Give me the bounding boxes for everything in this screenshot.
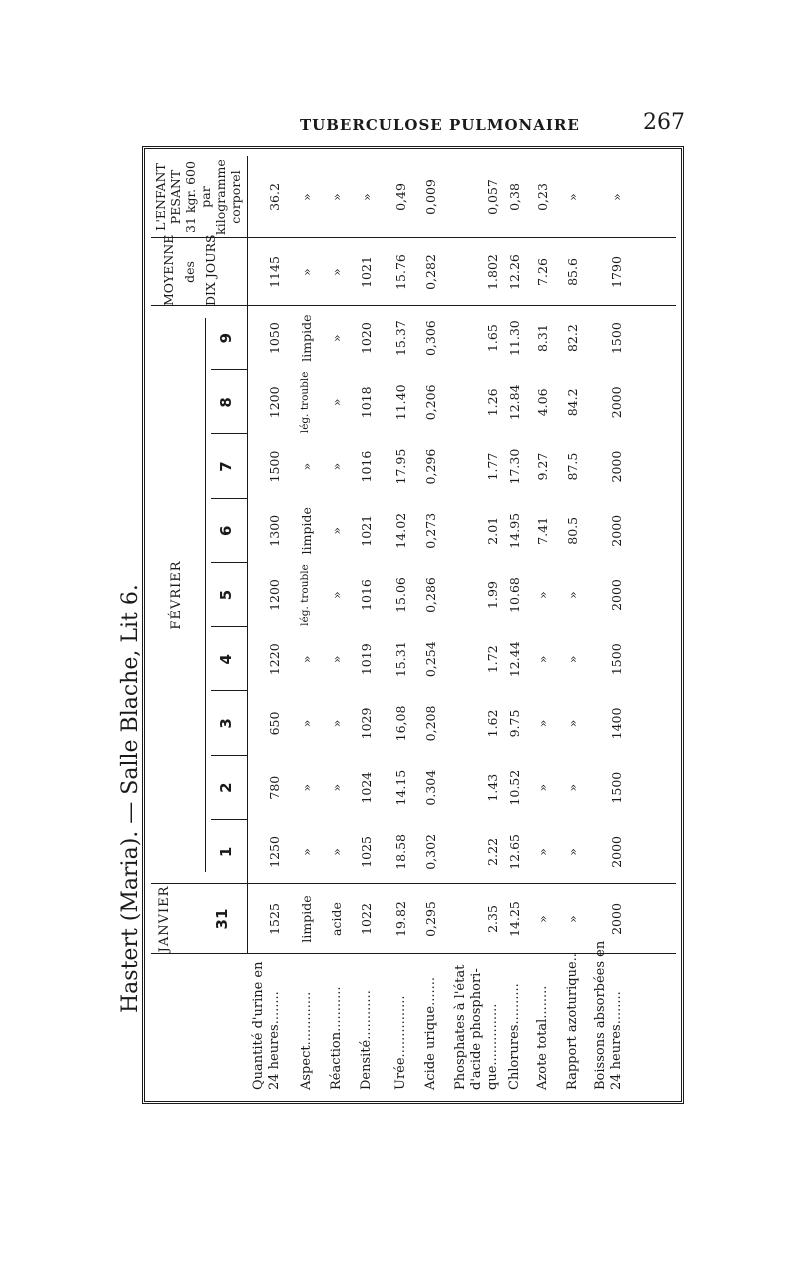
table-cell: 2000 (609, 579, 624, 611)
table-cell: » (299, 193, 314, 201)
table-cell: 12.44 (507, 641, 522, 678)
table-cell: 0,295 (423, 901, 438, 937)
table-cell: 1021 (359, 256, 374, 288)
table-cell: » (565, 783, 580, 792)
table-cell: » (329, 719, 344, 728)
day-header-8: 8 (217, 397, 235, 408)
table-cell: 17.30 (507, 448, 522, 485)
table-cell: » (329, 268, 344, 276)
table-cell: 14.95 (507, 512, 522, 549)
rotated-table (151, 156, 676, 1096)
row-label (393, 995, 409, 1090)
table-cell: 1022 (359, 903, 374, 935)
table-cell: 2.01 (485, 516, 500, 545)
table-cell: » (565, 591, 580, 599)
row-label-line: Phosphates à l'état (453, 964, 468, 1090)
table-cell: 85.6 (565, 258, 580, 286)
day-header-5: 5 (217, 589, 235, 601)
row-label-line: Azote total........ (535, 985, 550, 1090)
table-cell: » (329, 193, 344, 201)
table-cell: acide (329, 902, 344, 936)
day-header-2: 2 (217, 782, 235, 793)
row-label-line: Rapport azoturique.. (565, 953, 580, 1090)
table-cell: 1.62 (485, 709, 500, 738)
table-cell: » (535, 655, 550, 664)
table-cell: 0,057 (485, 179, 500, 215)
table-cell: 15.31 (393, 641, 408, 678)
table-cell: 8.31 (535, 324, 550, 353)
row-label (359, 990, 375, 1090)
page-number: 267 (643, 110, 685, 135)
table-cell: 0,23 (535, 183, 550, 211)
table-cell: 1025 (359, 835, 374, 868)
table-cell: 1.26 (485, 388, 500, 417)
table-cell: » (359, 193, 374, 201)
table-cell: 1500 (609, 771, 624, 804)
header-moyenne-line: MOYENNE (161, 234, 176, 306)
table-cell: » (299, 848, 314, 856)
table-cell: 36.2 (267, 183, 282, 211)
header-enfant (153, 156, 243, 238)
table-cell: 1050 (267, 322, 282, 355)
table-cell: 15.37 (393, 320, 408, 357)
table-cell: 9.27 (535, 452, 550, 481)
table-cell: 0,208 (423, 705, 438, 742)
row-label (251, 962, 283, 1091)
table-cell: » (329, 783, 344, 792)
table-cell: lég. trouble (299, 564, 311, 626)
table-cell: » (329, 526, 344, 535)
table-cell: 1020 (359, 322, 374, 355)
row-label-line: Urée............... (393, 995, 408, 1090)
table-cell: 0,282 (423, 254, 438, 290)
table-cell: 1500 (609, 322, 624, 355)
caption-text: Hastert (Maria). — Salle Blache, Lit 6. (118, 584, 143, 1013)
table-cell: 0,206 (423, 384, 438, 421)
table-cell: 1021 (359, 514, 374, 547)
table-cell: 0,296 (423, 448, 438, 485)
row-label (593, 941, 625, 1090)
running-head: TUBERCULOSE PULMONAIRE (300, 116, 580, 134)
table-cell: 0,254 (423, 641, 438, 678)
row-label-line: d'acide phosphori- (469, 968, 484, 1090)
table-cell: 1250 (267, 835, 282, 868)
table-cell: 82.2 (565, 324, 580, 353)
row-label (423, 977, 439, 1090)
row-label (507, 983, 523, 1090)
table-cell: » (329, 398, 344, 407)
table-cell: 1.72 (485, 645, 500, 674)
row-label-line: que............... (485, 1003, 500, 1090)
table-cell: » (565, 915, 580, 923)
table-cell: 1500 (609, 643, 624, 676)
table-cell: » (299, 268, 314, 276)
table-cell: 11.40 (393, 384, 408, 421)
day-header-7: 7 (217, 461, 235, 472)
table-cell: 15.76 (393, 254, 408, 290)
table-cell: 1.802 (485, 254, 500, 290)
table-cell: 1.99 (485, 581, 500, 609)
table-cell: » (535, 719, 550, 728)
table-cell: 1016 (359, 579, 374, 611)
table-cell: 0,273 (423, 512, 438, 549)
row-label-line: Boissons absorbées en (593, 940, 608, 1090)
table-cell: » (329, 848, 344, 856)
table-cell: 16,08 (393, 705, 408, 742)
table-cell: 1200 (267, 386, 282, 419)
table-cell: 7.41 (535, 516, 550, 545)
table-cell: » (535, 591, 550, 599)
table-cell: » (535, 848, 550, 856)
row-label-line: Aspect............. (299, 991, 314, 1090)
table-cell: 14.15 (393, 769, 408, 806)
table-cell: 12.26 (507, 254, 522, 290)
day-header-9: 9 (217, 332, 235, 344)
table-cell: 2000 (609, 386, 624, 419)
table-cell: » (565, 655, 580, 664)
table-cell: » (565, 719, 580, 728)
table-cell: 1018 (359, 386, 374, 419)
table-cell: limpide (299, 507, 314, 555)
header-moyenne (161, 234, 218, 306)
table-cell: 14.02 (393, 512, 408, 549)
day-header-3: 3 (217, 718, 235, 729)
table-cell: 2000 (609, 514, 624, 547)
table-cell: 2000 (609, 450, 624, 483)
row-label-line: 24 heures........ (267, 991, 282, 1090)
table-cell: 12.65 (507, 834, 522, 870)
row-label-line: Densité............ (359, 990, 374, 1090)
table-cell: 9.75 (507, 709, 522, 738)
table-cell: 1220 (267, 643, 282, 676)
table-cell: limpide (299, 895, 314, 943)
table-cell: 80.5 (565, 516, 580, 545)
table-cell: 1029 (359, 707, 374, 740)
table-cell: 1200 (267, 579, 282, 611)
table-cell: » (299, 783, 314, 792)
table-cell: 2000 (609, 835, 624, 868)
table-cell: 1016 (359, 450, 374, 483)
table-cell: » (535, 783, 550, 792)
table-cell: » (329, 655, 344, 664)
table-cell: 1300 (267, 514, 282, 547)
table-cell: » (299, 719, 314, 728)
row-label (565, 953, 581, 1090)
table-cell: 0,302 (423, 834, 438, 870)
table-cell: 2.35 (485, 905, 500, 933)
header-moyenne-line: des (182, 261, 197, 283)
table-cell: 87.5 (565, 452, 580, 481)
table-cell: » (565, 848, 580, 856)
table-cell: 1019 (359, 643, 374, 676)
row-label-line: 24 heures........ (609, 991, 624, 1090)
day-header-1: 1 (217, 846, 235, 858)
table-cell: 2000 (609, 903, 624, 935)
table-cell: » (329, 334, 344, 342)
row-label (329, 986, 345, 1090)
row-label-line: Quantité d'urine en (251, 961, 266, 1090)
table-cell: 10.68 (507, 577, 522, 613)
table-cell: » (329, 591, 344, 599)
table-cell: 1400 (609, 707, 624, 740)
table-cell: 17.95 (393, 448, 408, 485)
table-cell: » (535, 915, 550, 923)
row-label (535, 986, 551, 1090)
table-cell: 0,306 (423, 320, 438, 357)
table-cell: 1145 (267, 256, 282, 288)
header-enfant-line: par (198, 186, 213, 208)
header-enfant-line: corporel (228, 170, 243, 224)
table-cell: 84.2 (565, 388, 580, 417)
table-cell: 650 (267, 711, 282, 736)
table-cell: limpide (299, 314, 314, 362)
table-cell: 1.77 (485, 452, 500, 481)
table-cell: 4.06 (535, 388, 550, 417)
table-cell: 10.52 (507, 769, 522, 806)
table-cell: 0,286 (423, 577, 438, 613)
table-cell: 0,38 (507, 183, 522, 211)
table-cell: » (299, 462, 314, 471)
row-label (299, 992, 315, 1090)
table-cell: 1.65 (485, 324, 500, 353)
table-cell: 1790 (609, 256, 624, 288)
table-cell: » (609, 193, 624, 201)
day-header-6: 6 (217, 525, 235, 536)
header-fevrier: FÉVRIER (169, 560, 184, 630)
table-cell: 15.06 (393, 577, 408, 613)
header-enfant-line: L'ENFANT (153, 163, 168, 231)
table-cell: 0,49 (393, 183, 408, 211)
table-cell: 1024 (359, 771, 374, 804)
row-label-line: Chlorures.......... (507, 983, 522, 1090)
day-header-31: 31 (213, 908, 231, 930)
table-cell: 7.26 (535, 258, 550, 286)
table-cell: 12.84 (507, 384, 522, 421)
table-cell: 2.22 (485, 837, 500, 866)
table-cell: 11.30 (507, 320, 522, 357)
header-enfant-line: kilogramme (213, 159, 228, 235)
table-cell: 1.43 (485, 773, 500, 802)
table-cell: » (565, 193, 580, 201)
table-cell: » (299, 655, 314, 664)
rule-header-bottom (247, 156, 248, 954)
table-cell: 18.58 (393, 834, 408, 870)
table-cell: 19.82 (393, 901, 408, 937)
header-moyenne-line: DIX JOURS (203, 234, 218, 306)
table-cell: 1525 (267, 903, 282, 935)
rule-fevrier-group (205, 318, 206, 872)
table-cell: 1500 (267, 450, 282, 483)
table-cell: lég. trouble (299, 371, 311, 434)
table-cell: 0.304 (423, 769, 438, 806)
table-cell: 780 (267, 775, 282, 800)
header-enfant-line: 31 kgr. 600 (183, 161, 198, 233)
table-cell: » (329, 462, 344, 471)
row-label-line: Acide urique....... (423, 976, 438, 1090)
table-cell: 14.25 (507, 901, 522, 937)
header-enfant-line: PESANT (168, 169, 183, 225)
day-header-4: 4 (217, 654, 235, 665)
table-cell: 0,009 (423, 179, 438, 215)
row-label (453, 965, 501, 1090)
header-janvier: JANVIER (157, 885, 172, 953)
row-label-line: Réaction........... (329, 986, 344, 1090)
